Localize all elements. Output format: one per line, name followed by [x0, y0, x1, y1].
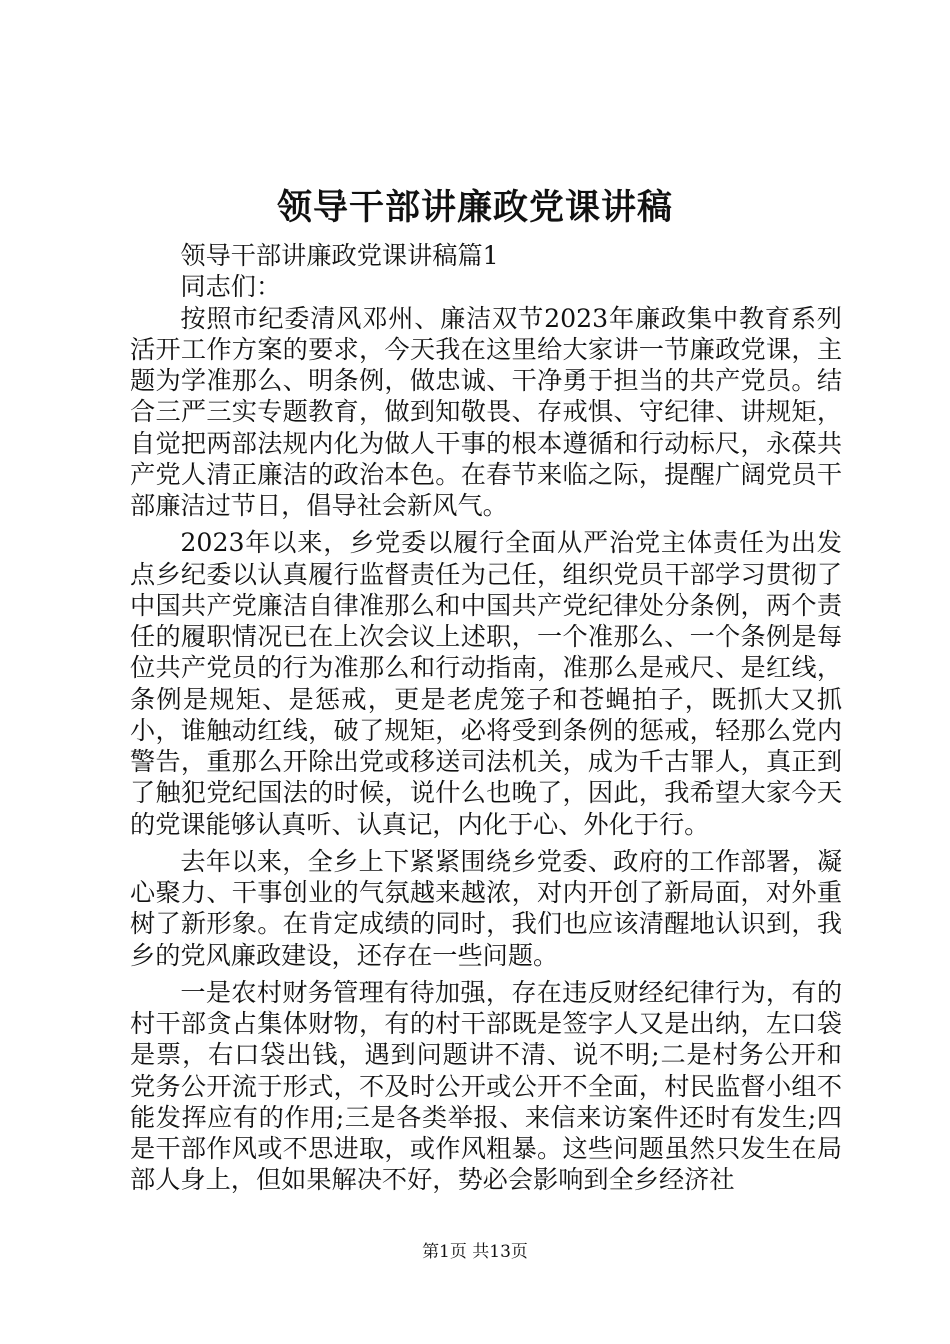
paragraph-1: 按照市纪委清风邓州、廉洁双节2023年廉政集中教育系列活开工作方案的要求，今天我在这里给大家讲一节廉政党课，主题为学准那么、明条例，做忠诚、干净勇于担当的共产党员。结合三严三实专题教育，做到知敬畏、存戒惧、守纪律、讲规矩，自觉把两部法规内化为做人干事的根本遵循和行动标尺，永葆共产党人清正廉洁的政治本色。在春节来临之际，提醒广阔党员干部廉洁过节日，倡导社会新风气。	[130, 303, 842, 520]
document-title: 领导干部讲廉政党课讲稿	[276, 187, 673, 228]
paragraph-3: 去年以来，全乡上下紧紧围绕乡党委、政府的工作部署，凝心聚力、干事创业的气氛越来越浓，对内开创了新局面，对外重树了新形象。在肯定成绩的同时，我们也应该清醒地认识到，我乡的党风廉政建设，还存在一些问题。	[130, 846, 842, 970]
paragraph-4: 一是农村财务管理有待加强，存在违反财经纪律行为，有的村干部贪占集体财物，有的村干部既是签字人又是出纳，左口袋是票，右口袋出钱，遇到问题讲不清、说不明;二是村务公开和党务公开流于形式，不及时公开或公开不全面，村民监督小组不能发挥应有的作用;三是各类举报、来信来访案件还时有发生;四是干部作风或不思进取，或作风粗暴。这些问题虽然只发生在局部人身上，但如果解决不好，势必会影响到全乡经济社	[130, 977, 842, 1195]
page-number: 第1页	[422, 1242, 467, 1262]
document-body	[130, 240, 842, 1196]
subtitle-line: 领导干部讲廉政党课讲稿篇1	[180, 241, 499, 270]
paragraph-2: 2023年以来，乡党委以履行全面从严治党主体责任为出发点乡纪委以认真履行监督责任为己任，组织党员干部学习贯彻了中国共产党廉洁自律准那么和中国共产党纪律处分条例，两个责任的履职情况已在上次会议上述职，一个准那么、一个条例是每位共产党员的行为准那么和行动指南，准那么是戒尺、是红线，条例是规矩、是惩戒，更是老虎笼子和苍蝇拍子，既抓大又抓小，谁触动红线，破了规矩，必将受到条例的惩戒，轻那么党内警告，重那么开除出党或移送司法机关，成为千古罪人，真正到了触犯党纪国法的时候，说什么也晚了，因此，我希望大家今天的党课能够认真听、认真记，内化于心、外化于行。	[130, 528, 842, 839]
page-total: 共13页	[472, 1242, 528, 1262]
greeting-line: 同志们：	[180, 272, 282, 302]
page-footer	[0, 1240, 950, 1264]
